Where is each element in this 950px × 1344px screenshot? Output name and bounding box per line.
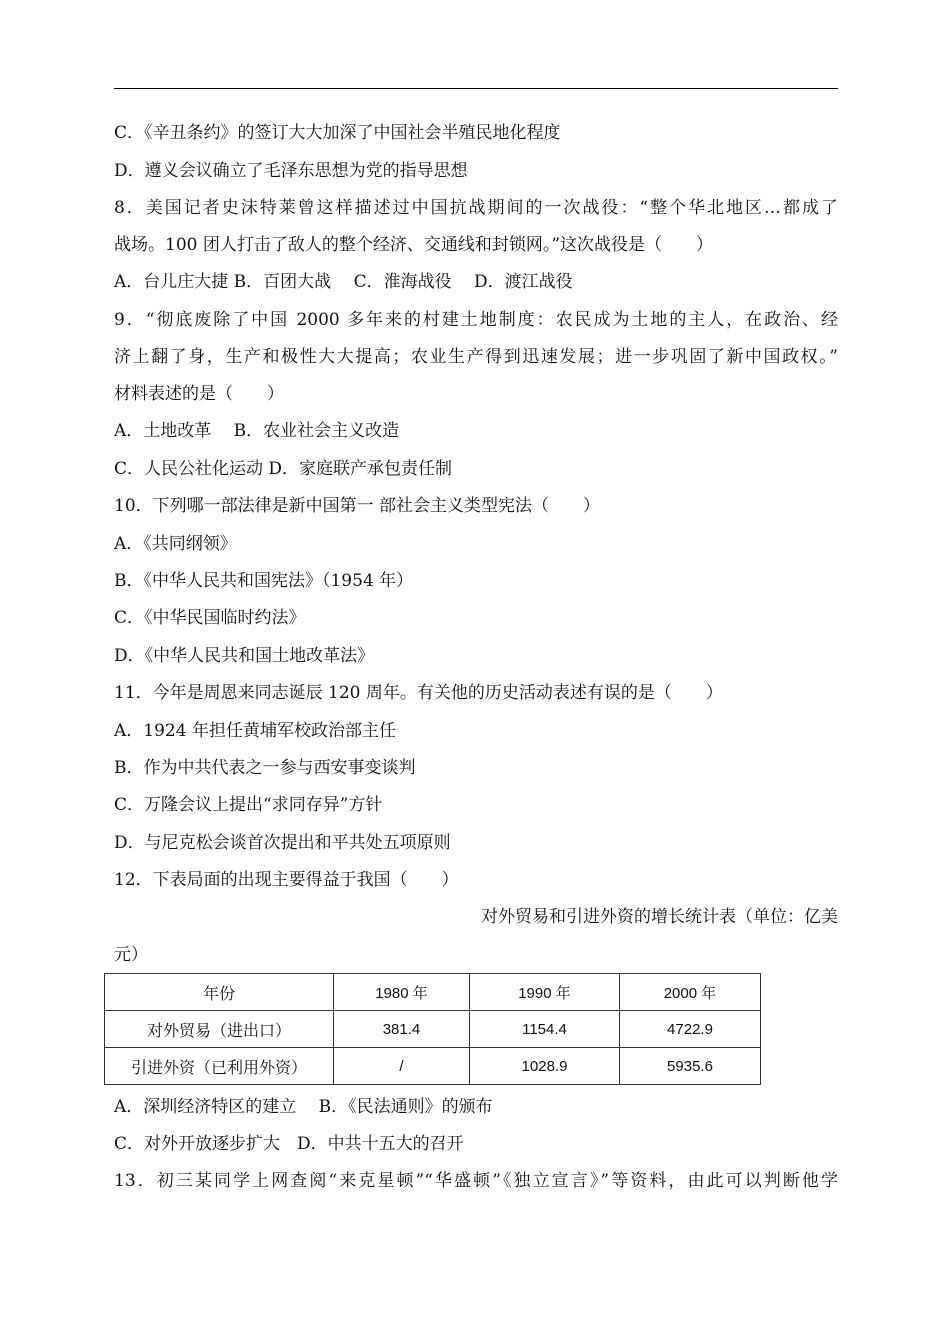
q10-option-a: A．《共同纲领》 [114, 534, 237, 554]
q9-stem-line-2: 济上翻了身，生产和极性大大提高；农业生产得到迅速发展；进一步巩固了新中国政权。” [114, 347, 838, 367]
table-row [105, 1048, 761, 1085]
q11-option-d: D．与尼克松会谈首次提出和平共处五项原则 [114, 833, 451, 853]
table-caption: 对外贸易和引进外资的增长统计表（单位：亿美 [481, 907, 838, 927]
q10-option-c: C．《中华民国临时约法》 [114, 608, 306, 628]
table-cell: / [334, 1048, 470, 1085]
table-header-cell: 2000 年 [620, 974, 761, 1011]
q11-stem: 11．今年是周恩来同志诞辰 120 周年。有关他的历史活动表述有误的是（ ） [114, 683, 723, 703]
table-cell: 1154.4 [470, 1011, 620, 1048]
q11-option-a: A．1924 年担任黄埔军校政治部主任 [114, 721, 396, 741]
q8-options: A．台儿庄大捷 B．百团大战 C．淮海战役 D．渡江战役 [114, 272, 573, 292]
q8-stem-line-1: 8．美国记者史沫特莱曾这样描述过中国抗战期间的一次战役：“整个华北地区…都成了 [114, 198, 838, 218]
q9-options-cd: C．人民公社化运动 D．家庭联产承包责任制 [114, 459, 453, 479]
q8-stem-line-2: 战场。100 团人打击了敌人的整个经济、交通线和封锁网。”这次战役是（ ） [114, 235, 714, 255]
q10-option-d: D．《中华人民共和国土地改革法》 [114, 646, 375, 666]
q11-option-c: C．万隆会议上提出“求同存异”方针 [114, 795, 383, 815]
q11-option-b: B．作为中共代表之一参与西安事变谈判 [114, 758, 416, 778]
q7-option-c: C．《辛丑条约》的签订大大加深了中国社会半殖民地化程度 [114, 123, 561, 143]
q7-option-d: D．遵义会议确立了毛泽东思想为党的指导思想 [114, 161, 468, 181]
table-cell: 5935.6 [620, 1048, 761, 1085]
q9-stem-line-1: 9．“彻底废除了中国 2000 多年来的村建土地制度：农民成为土地的主人，在政治、经 [114, 310, 838, 330]
table-header-row [105, 974, 761, 1011]
table-header-cell: 年份 [105, 974, 334, 1011]
trade-table [104, 973, 761, 1085]
q12-options-cd: C．对外开放逐步扩大 D．中共十五大的召开 [114, 1134, 464, 1154]
table-cell: 对外贸易（进出口） [105, 1011, 334, 1048]
table-cell: 引进外资（已利用外资） [105, 1048, 334, 1085]
table-cell: 381.4 [334, 1011, 470, 1048]
q9-stem-line-3: 材料表述的是（ ） [114, 384, 284, 404]
table-header-cell: 1990 年 [470, 974, 620, 1011]
table-cell: 4722.9 [620, 1011, 761, 1048]
q10-stem: 10．下列哪一部法律是新中国第一 部社会主义类型宪法（ ） [114, 496, 601, 516]
table-cell: 1028.9 [470, 1048, 620, 1085]
table-row [105, 1011, 761, 1048]
q10-option-b: B．《中华人民共和国宪法》（1954 年） [114, 571, 414, 591]
q13-stem-line-1: 13．初三某同学上网查阅“来克星顿”“华盛顿”《独立宣言》”等资料，由此可以判断他学 [114, 1171, 838, 1191]
table-caption-cont: 元） [114, 945, 148, 965]
q12-stem: 12．下表局面的出现主要得益于我国（ ） [114, 870, 459, 890]
q12-options-ab: A．深圳经济特区的建立 B．《民法通则》的颁布 [114, 1097, 493, 1117]
table-header-cell: 1980 年 [334, 974, 470, 1011]
header-rule [114, 88, 838, 89]
q9-options-ab: A．土地改革 B．农业社会主义改造 [114, 421, 400, 441]
